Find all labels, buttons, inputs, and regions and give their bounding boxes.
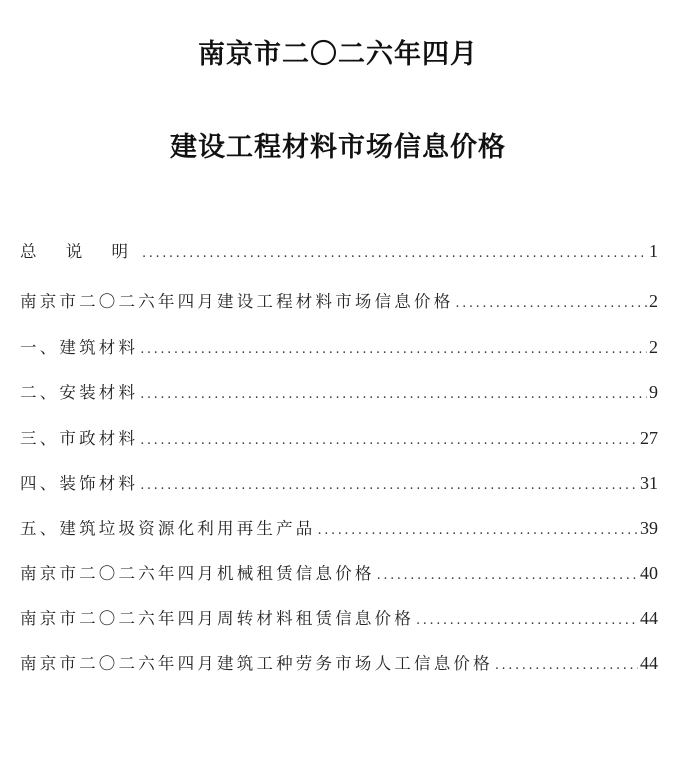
toc-entry-page: 44 bbox=[640, 653, 658, 673]
toc-dot-leader bbox=[377, 568, 638, 583]
toc-entry-label: 南京市二〇二六年四月周转材料租赁信息价格 bbox=[20, 609, 414, 628]
toc-entry-page: 2 bbox=[649, 291, 658, 311]
toc-entry[interactable] bbox=[20, 515, 658, 539]
toc-entry-label: 五、建筑垃圾资源化利用再生产品 bbox=[20, 519, 316, 538]
toc-entry-page: 39 bbox=[640, 518, 658, 538]
toc-entry-page: 27 bbox=[640, 428, 658, 448]
toc-entry-label: 二、安装材料 bbox=[20, 383, 139, 402]
toc-entry[interactable] bbox=[20, 334, 658, 358]
toc-entry-page: 2 bbox=[649, 337, 658, 357]
document-title-line-1: 南京市二〇二六年四月 bbox=[198, 39, 478, 70]
toc-dot-leader bbox=[416, 613, 638, 628]
toc-dot-leader bbox=[455, 296, 647, 311]
toc-entry[interactable] bbox=[20, 560, 658, 584]
toc-dot-leader bbox=[495, 658, 638, 673]
toc-entry-label: 总 说 明 bbox=[20, 242, 140, 261]
toc-dot-leader bbox=[140, 478, 638, 493]
toc-entry-page: 31 bbox=[640, 473, 658, 493]
toc-entry-page: 9 bbox=[649, 382, 658, 402]
toc-entry-page: 44 bbox=[640, 608, 658, 628]
document-title-line-2: 建设工程材料市场信息价格 bbox=[170, 132, 506, 163]
toc-entry-page: 40 bbox=[640, 563, 658, 583]
toc-entry-label: 四、装饰材料 bbox=[20, 474, 139, 493]
toc-entry[interactable] bbox=[20, 238, 658, 262]
toc-entry[interactable] bbox=[20, 425, 658, 449]
toc-entry[interactable] bbox=[20, 605, 658, 629]
toc-entry-label: 南京市二〇二六年四月建设工程材料市场信息价格 bbox=[20, 292, 454, 311]
toc-dot-leader bbox=[142, 246, 647, 261]
toc-entry-label: 一、建筑材料 bbox=[20, 338, 139, 357]
toc-entry-page: 1 bbox=[649, 241, 658, 261]
toc-entry[interactable] bbox=[20, 379, 658, 403]
toc-entry-label: 南京市二〇二六年四月建筑工种劳务市场人工信息价格 bbox=[20, 654, 493, 673]
toc-dot-leader bbox=[140, 342, 647, 357]
toc-entry[interactable] bbox=[20, 288, 658, 312]
toc-dot-leader bbox=[140, 387, 647, 402]
toc-entry-label: 南京市二〇二六年四月机械租赁信息价格 bbox=[20, 564, 375, 583]
toc-dot-leader bbox=[140, 433, 638, 448]
toc-entry[interactable] bbox=[20, 470, 658, 494]
toc-entry-label: 三、市政材料 bbox=[20, 429, 139, 448]
toc-dot-leader bbox=[318, 523, 639, 538]
toc-entry[interactable] bbox=[20, 650, 658, 674]
